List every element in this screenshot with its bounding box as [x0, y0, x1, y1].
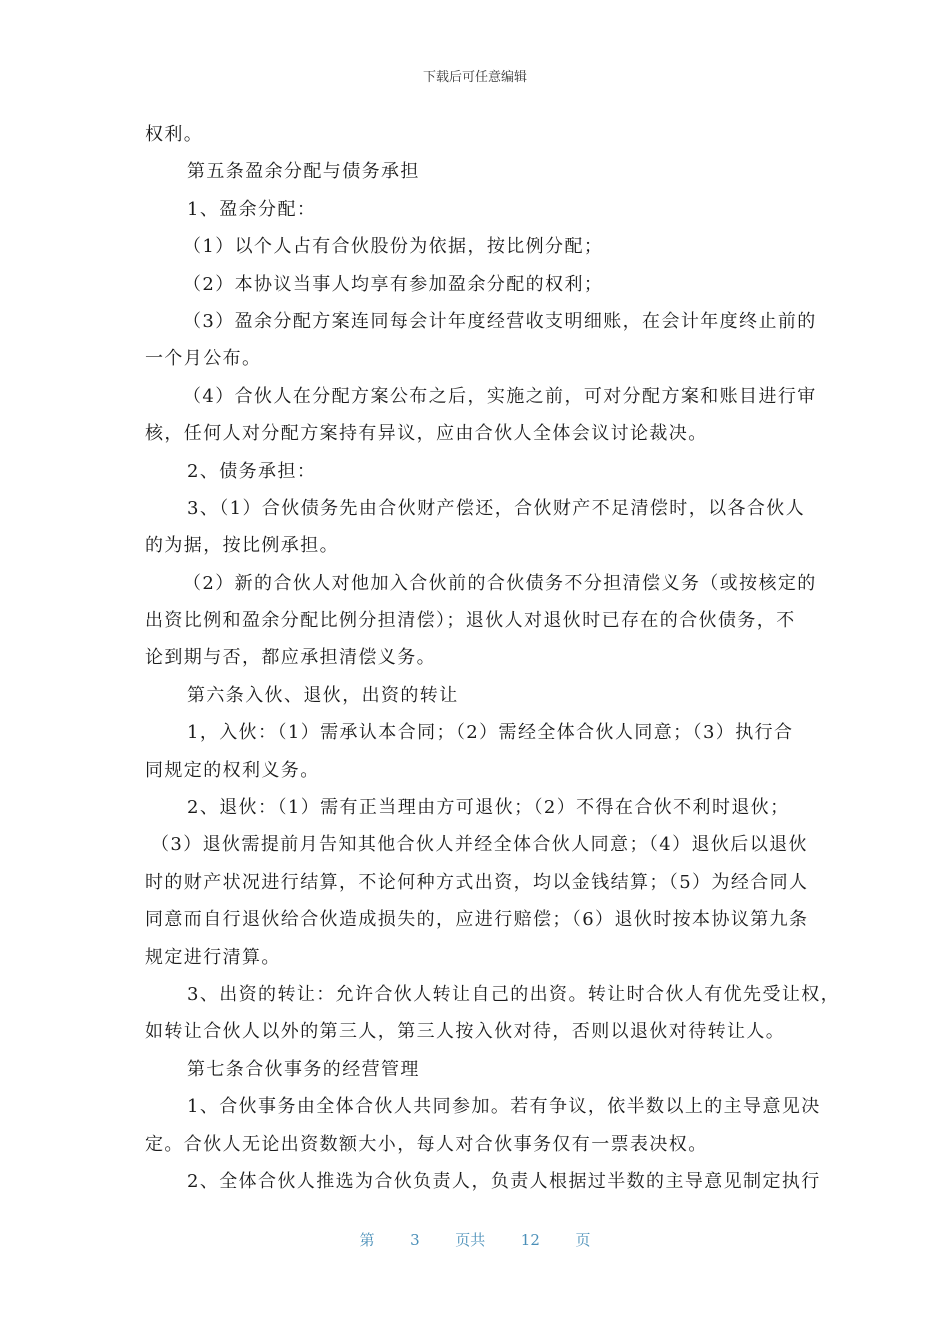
paragraph-line: 2、退伙：（1）需有正当理由方可退伙；（2）不得在合伙不利时退伙；	[187, 797, 790, 819]
paragraph-line: 同意而自行退伙给合伙造成损失的，应进行赔偿；（6）退伙时按本协议第九条	[145, 909, 809, 931]
paragraph-line: 定。合伙人无论出资数额大小，每人对合伙事务仅有一票表决权。	[145, 1133, 708, 1155]
section-heading: 第五条盈余分配与债务承担	[187, 161, 420, 183]
footer-total-pages: 12	[520, 1231, 540, 1249]
section-heading: 第七条合伙事务的经营管理	[187, 1058, 420, 1080]
paragraph-line: 3、出资的转让：允许合伙人转让自己的出资。转让时合伙人有优先受让权，	[187, 983, 841, 1005]
footer-page-number: 3	[410, 1231, 420, 1249]
section-heading: 第六条入伙、退伙，出资的转让	[187, 684, 459, 706]
paragraph-line: 如转让合伙人以外的第三人，第三人按入伙对待，否则以退伙对待转让人。	[145, 1021, 786, 1043]
footer-suffix: 页	[575, 1231, 591, 1249]
paragraph-line: （1）以个人占有合伙股份为依据，按比例分配；	[183, 236, 604, 258]
paragraph-line: （4）合伙人在分配方案公布之后，实施之前，可对分配方案和账目进行审	[183, 385, 817, 407]
paragraph-line: 2、全体合伙人推选为合伙负责人，负责人根据过半数的主导意见制定执行	[187, 1170, 821, 1192]
body-text	[145, 116, 841, 1200]
paragraph-line: 时的财产状况进行结算，不论何种方式出资，均以金钱结算；（5）为经合同人	[145, 871, 809, 893]
paragraph-line: 1、合伙事务由全体合伙人共同参加。若有争议，依半数以上的主导意见决	[187, 1096, 821, 1118]
header-note: 下载后可任意编辑	[422, 70, 527, 85]
paragraph-line: （2）新的合伙人对他加入合伙前的合伙债务不分担清偿义务（或按核定的	[183, 572, 817, 594]
page-footer	[0, 1229, 950, 1250]
paragraph-line: 2、债务承担：	[187, 460, 317, 482]
paragraph-line: 1，入伙：（1）需承认本合同；（2）需经全体合伙人同意；（3）执行合	[187, 722, 794, 744]
paragraph-line: 权利。	[145, 124, 204, 145]
paragraph-line: （2）本协议当事人均享有参加盈余分配的权利；	[183, 273, 604, 295]
paragraph-line: （3）盈余分配方案连同每会计年度经营收支明细账，在会计年度终止前的	[183, 310, 817, 332]
paragraph-line: 出资比例和盈余分配比例分担清偿）；退伙人对退伙时已存在的合伙债务，不	[145, 610, 796, 632]
footer-middle: 页共	[455, 1231, 486, 1249]
footer-prefix: 第	[359, 1231, 375, 1249]
paragraph-line: 核，任何人对分配方案持有异议，应由合伙人全体会议讨论裁决。	[145, 423, 708, 445]
paragraph-line: （3）退伙需提前月告知其他合伙人并经全体合伙人同意；（4）退伙后以退伙	[151, 834, 808, 856]
paragraph-line: 3、（1）合伙债务先由合伙财产偿还，合伙财产不足清偿时，以各合伙人	[187, 497, 806, 519]
paragraph-line: 的为据，按比例承担。	[145, 535, 339, 557]
paragraph-line: 论到期与否，都应承担清偿义务。	[145, 647, 436, 669]
paragraph-line: 1、盈余分配：	[187, 198, 317, 220]
paragraph-line: 一个月公布。	[145, 348, 262, 370]
paragraph-line: 规定进行清算。	[145, 946, 281, 968]
paragraph-line: 同规定的权利义务。	[145, 759, 320, 781]
